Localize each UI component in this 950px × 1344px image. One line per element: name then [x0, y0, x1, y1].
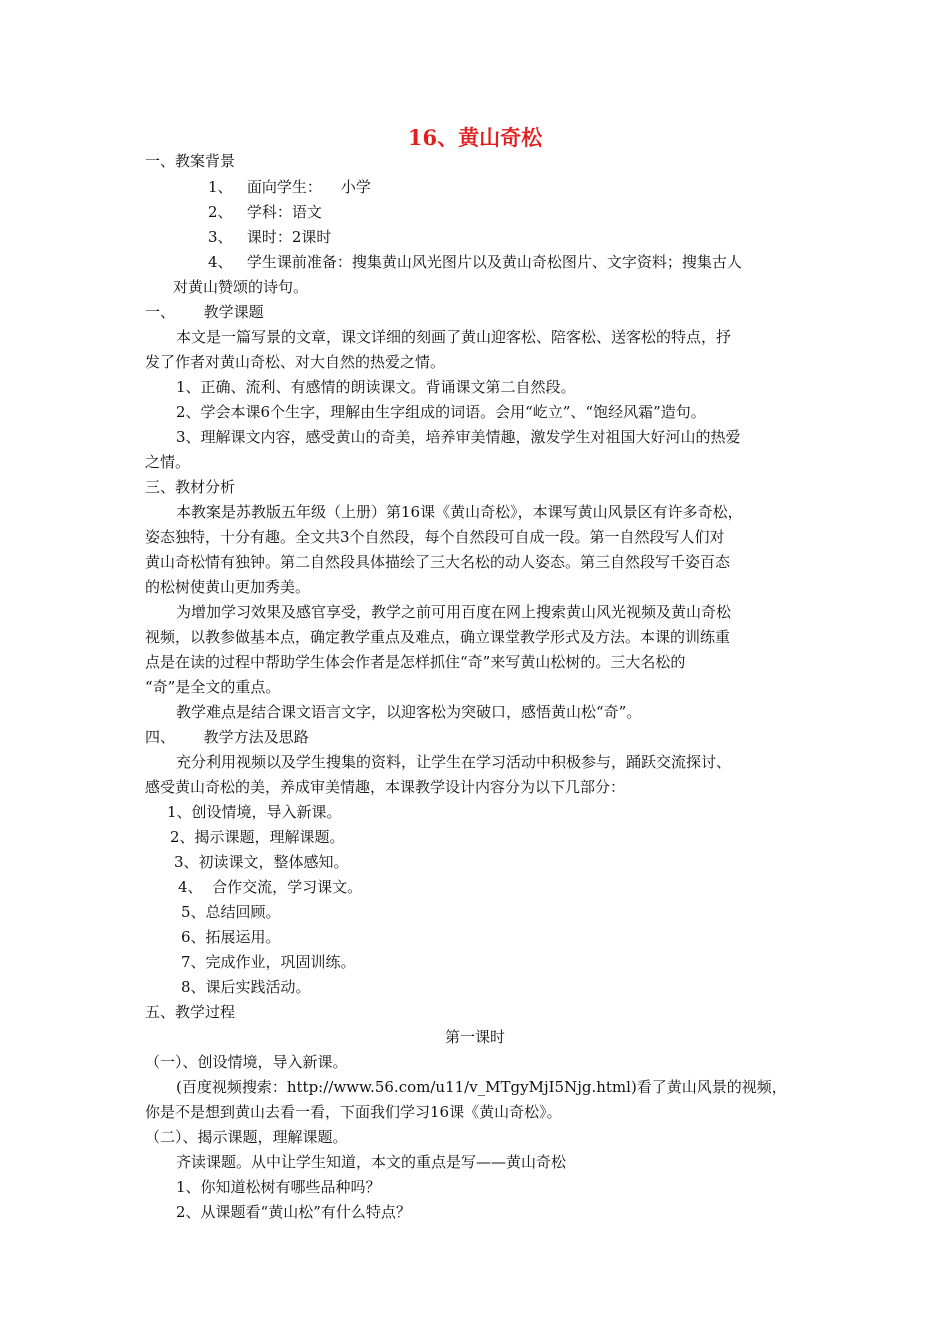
text-line: （二）、揭示课题，理解课题。: [145, 1128, 348, 1146]
text-line: 1、创设情境，导入新课。: [167, 803, 342, 821]
text-line: 充分利用视频以及学生搜集的资料，让学生在学习活动中积极参与，踊跃交流探讨、: [176, 753, 732, 771]
text-line: 5、总结回顾。: [181, 903, 281, 921]
lesson-title: 16、黄山奇松: [407, 125, 543, 150]
text-line: 视频，以教参做基本点，确定教学重点及难点，确立课堂教学形式及方法。本课的训练重: [145, 628, 731, 646]
text-line: “奇”是全文的重点。: [145, 678, 281, 696]
text-line: 3、理解课文内容，感受黄山的奇美，培养审美情趣，激发学生对祖国大好河山的热爱: [176, 428, 741, 446]
text-line: 的松树使黄山更加秀美。: [145, 578, 311, 596]
text-line: 4、 合作交流，学习课文。: [178, 878, 363, 896]
text-line: 一、 教学课题: [145, 303, 264, 321]
text-line: （一）、创设情境，导入新课。: [145, 1053, 348, 1071]
text-line: 为增加学习效果及感官享受，教学之前可用百度在网上搜索黄山风光视频及黄山奇松: [176, 603, 732, 621]
text-line: 齐读课题。从中让学生知道，本文的重点是写——黄山奇松: [176, 1153, 567, 1171]
text-line: 感受黄山奇松的美，养成审美情趣，本课教学设计内容分为以下几部分：: [145, 778, 626, 796]
text-line: 2、揭示课题，理解课题。: [170, 828, 345, 846]
text-line: 2、 学科：语文: [208, 203, 322, 221]
text-line: 点是在读的过程中帮助学生体会作者是怎样抓住“奇”来写黄山松树的。三大名松的: [145, 653, 686, 671]
text-line: 3、初读课文，整体感知。: [174, 853, 349, 871]
text-line: 1、你知道松树有哪些品种吗？: [176, 1178, 381, 1196]
text-line: 发了作者对黄山奇松、对大自然的热爱之情。: [145, 353, 446, 371]
text-line: 五、教学过程: [145, 1003, 236, 1021]
text-line: 1、 面向学生： 小学: [208, 178, 371, 196]
text-line: 三、教材分析: [145, 478, 236, 496]
text-line: 7、完成作业，巩固训练。: [181, 953, 356, 971]
text-line: 3、 课时：2课时: [208, 228, 332, 246]
text-line: 一、教案背景: [145, 152, 236, 170]
text-line: 2、从课题看“黄山松”有什么特点？: [176, 1203, 411, 1221]
text-line: 1、正确、流利、有感情的朗读课文。背诵课文第二自然段。: [176, 378, 576, 396]
text-line: 教学难点是结合课文语言文字，以迎客松为突破口，感悟黄山松“奇”。: [176, 703, 642, 721]
text-line: (百度视频搜索：http://www.56.com/u11/v_MTgyMjI5Njg.html)看了黄山风景的视频，: [176, 1078, 787, 1096]
text-line: 四、 教学方法及思路: [145, 728, 309, 746]
text-line: 本教案是苏教版五年级（上册）第16课《黄山奇松》，本课写黄山风景区有许多奇松，: [176, 503, 743, 521]
text-line: 本文是一篇写景的文章，课文详细的刻画了黄山迎客松、陪客松、送客松的特点，抒: [176, 328, 732, 346]
text-line: 黄山奇松情有独钟。第二自然段具体描绘了三大名松的动人姿态。第三自然段写千姿百态: [145, 553, 731, 571]
text-line: 第一课时: [444, 1028, 505, 1046]
text-line: 姿态独特，十分有趣。全文共3个自然段，每个自然段可自成一段。第一自然段写人们对: [145, 528, 725, 546]
text-line: 4、 学生课前准备：搜集黄山风光图片以及黄山奇松图片、文字资料；搜集古人: [208, 253, 742, 271]
text-line: 2、学会本课6个生字，理解由生字组成的词语。会用“屹立”、“饱经风霜”造句。: [176, 403, 706, 421]
text-line: 6、拓展运用。: [181, 928, 281, 946]
text-line: 对黄山赞颂的诗句。: [173, 278, 309, 296]
text-line: 8、课后实践活动。: [181, 978, 311, 996]
text-line: 你是不是想到黄山去看一看，下面我们学习16课《黄山奇松》。: [145, 1103, 562, 1121]
text-line: 之情。: [145, 453, 191, 471]
